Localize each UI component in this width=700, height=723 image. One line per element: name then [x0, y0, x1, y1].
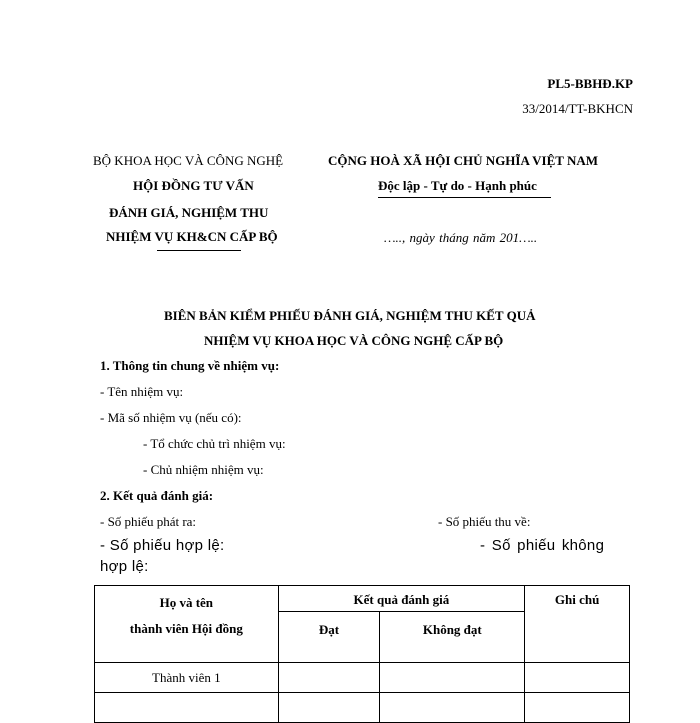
- council-line-1: HỘI ĐỒNG TƯ VẤN: [133, 178, 254, 193]
- host-org-label: - Tổ chức chủ trì nhiệm vụ:: [143, 436, 286, 451]
- form-code: PL5-BBHĐ.KP: [547, 76, 633, 91]
- member-name-cell: [95, 693, 279, 723]
- note-cell: [525, 693, 630, 723]
- header-note: Ghi chú: [525, 586, 630, 663]
- valid-ballots-label: - Số phiếu hợp lệ:: [100, 537, 225, 554]
- invalid-ballots-label-cont: hợp lệ:: [100, 558, 149, 575]
- task-code-label: - Mã số nhiệm vụ (nếu có):: [100, 410, 242, 425]
- circular-number: 33/2014/TT-BKHCN: [522, 101, 633, 116]
- header-member-name-line-1: Họ và tên: [159, 595, 214, 610]
- table-row: [95, 663, 630, 693]
- pass-cell: [278, 693, 380, 723]
- section-2-heading: 2. Kết quả đánh giá:: [100, 488, 214, 503]
- ministry-name: BỘ KHOA HỌC VÀ CÔNG NGHỆ: [93, 153, 284, 168]
- table-header-row-1: [95, 586, 630, 612]
- header-pass: Đạt: [278, 612, 380, 663]
- returned-ballots-label: - Số phiếu thu về:: [438, 514, 531, 529]
- council-underline: [157, 250, 241, 251]
- header-member-name-line-2: thành viên Hội đồng: [129, 621, 243, 636]
- motto-underline: [378, 197, 551, 198]
- nation-motto: Độc lập - Tự do - Hạnh phúc: [378, 178, 537, 193]
- section-1-heading: 1. Thông tin chung về nhiệm vụ:: [100, 358, 280, 373]
- note-cell: [525, 663, 630, 693]
- pass-cell: [278, 663, 380, 693]
- nation-title: CỘNG HOÀ XÃ HỘI CHỦ NGHĨA VIỆT NAM: [328, 153, 599, 168]
- date-line: ….., ngày tháng năm 201…..: [384, 230, 538, 245]
- council-line-2: ĐÁNH GIÁ, NGHIỆM THU: [109, 205, 269, 220]
- header-result: Kết quả đánh giá: [278, 586, 525, 612]
- doc-title-line-2: NHIỆM VỤ KHOA HỌC VÀ CÔNG NGHỆ CẤP BỘ: [204, 333, 504, 348]
- fail-cell: [380, 663, 525, 693]
- header-member-name: [95, 586, 279, 663]
- invalid-ballots-label: - Số phiếu không: [480, 537, 605, 554]
- table-row: [95, 693, 630, 723]
- task-name-label: - Tên nhiệm vụ:: [100, 384, 184, 399]
- council-line-3: NHIỆM VỤ KH&CN CẤP BỘ: [106, 229, 278, 244]
- issued-ballots-label: - Số phiếu phát ra:: [100, 514, 197, 529]
- member-name-cell: Thành viên 1: [95, 663, 279, 693]
- doc-title-line-1: BIÊN BẢN KIỂM PHIẾU ĐÁNH GIÁ, NGHIỆM THU KẾT QUẢ: [164, 308, 536, 323]
- task-leader-label: - Chủ nhiệm nhiệm vụ:: [143, 462, 264, 477]
- evaluation-table: [94, 585, 630, 723]
- header-fail: Không đạt: [380, 612, 525, 663]
- fail-cell: [380, 693, 525, 723]
